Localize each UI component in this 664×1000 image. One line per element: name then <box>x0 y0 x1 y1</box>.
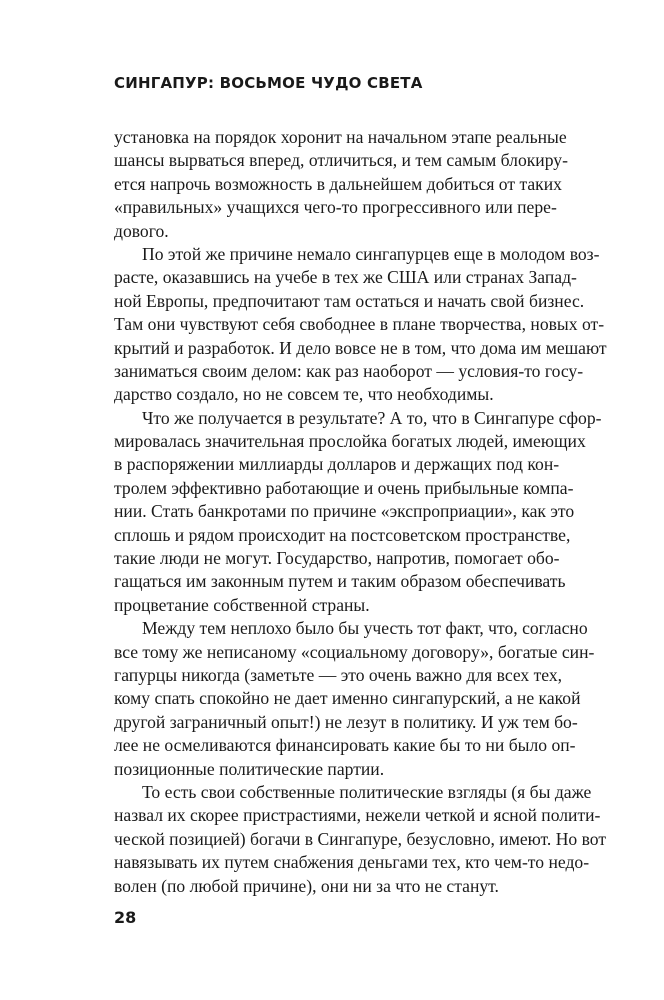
text-line: заниматься своим делом: как раз наоборот — условия-то госу- <box>114 360 584 381</box>
paragraph <box>114 407 602 618</box>
text-line: такие люди не могут. Государство, напротив, помогает обо- <box>114 548 560 569</box>
text-line: гапурцы никогда (заметьте — это очень важно для всех тех, <box>114 664 563 685</box>
text-line: мировалась значительная прослойка богатых людей, имеющих <box>114 431 586 452</box>
text-line: крытий и разработок. И дело вовсе не в том, что дома им мешают <box>114 337 607 358</box>
text-line: дарство создало, но не совсем те, что необходимы. <box>114 384 494 405</box>
text-line: процветание собственной страны. <box>114 594 370 615</box>
text-line: «правильных» учащихся чего-то прогрессивного или пере- <box>114 197 557 218</box>
paragraph <box>114 781 607 898</box>
text-line: дового. <box>114 220 169 241</box>
text-line: все тому же неписаному «социальному договору», богатые син- <box>114 641 595 662</box>
text-line: Что же получается в результате? А то, что в Сингапуре сфор- <box>142 407 602 428</box>
paragraph <box>114 243 607 407</box>
text-line: позиционные политические партии. <box>114 758 385 779</box>
text-line: навязывать их путем снабжения деньгами тех, кто чем-то недо- <box>114 852 590 873</box>
text-line: кому спать спокойно не дает именно сингапурский, а не какой <box>114 688 581 709</box>
text-line: То есть свои собственные политические взгляды (я бы даже <box>142 781 592 802</box>
text-line: По этой же причине немало сингапурцев еще в молодом воз- <box>142 243 600 264</box>
text-line: Между тем неплохо было бы учесть тот факт, что, согласно <box>142 618 588 639</box>
paragraph <box>114 617 595 781</box>
text-line: Там они чувствуют себя свободнее в плане творчества, новых от- <box>114 314 605 335</box>
text-line: гащаться им законным путем и таким образом обеспечивать <box>114 571 566 592</box>
text-line: сплошь и рядом происходит на постсоветском пространстве, <box>114 524 571 545</box>
text-line: тролем эффективно работающие и очень прибыльные компа- <box>114 477 574 498</box>
text-line: ческой позицией) богачи в Сингапуре, безусловно, имеют. Но вот <box>114 828 607 849</box>
text-line: в распоряжении миллиарды долларов и держащих под кон- <box>114 454 560 475</box>
text-line: ной Европы, предпочитают там остаться и начать свой бизнес. <box>114 290 585 311</box>
text-line: нии. Стать банкротами по причине «экспроприации», как это <box>114 501 575 522</box>
text-line: установка на порядок хоронит на начальном этапе реальные <box>114 127 567 147</box>
paragraph <box>114 126 568 243</box>
running-head: СИНГАПУР: ВОСЬМОЕ ЧУДО СВЕТА <box>114 74 423 92</box>
text-line: другой заграничный опыт!) не лезут в политику. И уж тем бо- <box>114 711 578 732</box>
body-text <box>114 126 607 898</box>
text-line: шансы вырваться вперед, отличиться, и тем самым блокиру- <box>114 150 568 171</box>
text-line: расте, оказавшись на учебе в тех же США или странах Запад- <box>114 267 577 288</box>
text-line: волен (по любой причине), они ни за что не станут. <box>114 875 499 896</box>
text-line: лее не осмеливаются финансировать какие бы то ни было оп- <box>114 735 576 756</box>
page-number: 28 <box>114 908 137 927</box>
text-line: ется напрочь возможность в дальнейшем добиться от таких <box>114 173 562 194</box>
text-line: назвал их скорее пристрастиями, нежели четкой и ясной полити- <box>114 805 601 826</box>
